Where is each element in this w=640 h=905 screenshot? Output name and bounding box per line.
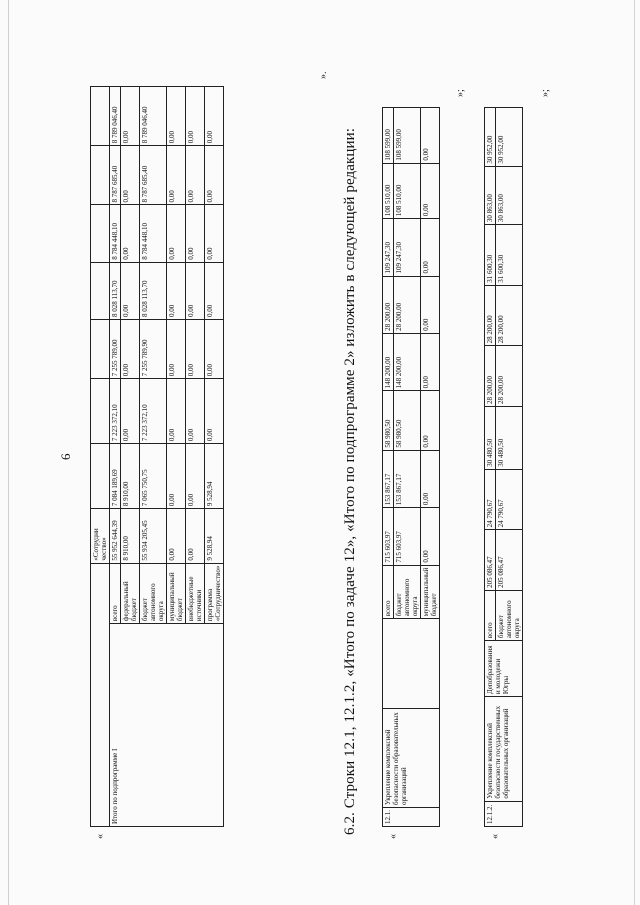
measure-name: Укрепление комплексной безопасности государственных образовательных организаций: [485, 697, 523, 802]
table-row: муниципальный бюджет 0,00 0,00 0,00 0,00 0,00 0,00 0,00 0,00: [421, 108, 440, 827]
measure-name: Укрепление комплексной безопасности образовательных организаций: [383, 709, 440, 808]
employees-header: «Сотрудни чество»: [91, 509, 110, 564]
table-row: Итого по подпрограмме I всего 55 952 644,39 7 084 189,69 7 223 372,10 7 255 789,00 8 028 113,70 8 784 448,10 8 787 685,40 8 789 046,40: [110, 87, 121, 827]
close-quote: »;: [455, 89, 466, 97]
open-quote: «: [388, 834, 399, 839]
subprogram-total-table: [90, 86, 224, 827]
page-number: 6: [58, 453, 73, 460]
table-row: [91, 87, 110, 827]
table-row: программа «Сотрудничество» 9 528,94 9 528,94 0,00 0,00 0,00 0,00 0,00 0,00: [205, 87, 224, 827]
close-quote: ».: [318, 71, 329, 79]
table-row: 12.1. Укрепление комплексной безопасности образовательных организаций всего 715 603,97 153 867,17 58 980,50 148 200,00 28 200,00 109 247,30 108 510,00 108 599,00: [383, 108, 394, 827]
row-12-1-table: [382, 107, 440, 827]
table-row: федеральный бюджет 8 910,00 8 910,00 0,00 0,00 0,00 0,00 0,00 0,00: [121, 87, 140, 827]
row-number: 12.1.2.: [485, 801, 523, 826]
open-quote: «: [490, 834, 501, 839]
table-row: 12.1.2. Укрепление комплексной безопасности государственных образовательных организаций Депобразования и молодежи Югры всего 205 086,47 24 790,67 30 480,50 28 200,00 28 200,00 31 600,30 30 863,00 30 952,00: [485, 108, 496, 827]
close-quote: »;: [540, 89, 551, 97]
executor: [383, 619, 440, 709]
table-row: муниципальный бюджет 0,00 0,00 0,00 0,00 0,00 0,00 0,00 0,00: [167, 87, 186, 827]
executor: Депобразования и молодежи Югры: [485, 641, 523, 697]
amendment-heading: 6.2. Строки 12.1, 12.1.2, «Итого по задаче 12», «Итого по подпрограмме 2» изложить в следующей редакции:: [342, 127, 358, 835]
row-number: 12.1.: [383, 808, 440, 827]
section-label: Итого по подпрограмме I: [110, 624, 224, 827]
open-quote: «: [95, 834, 106, 839]
table-row: бюджет автономного округа 55 934 205,45 7 065 750,75 7 223 372,10 7 255 789,90 8 028 113,70 8 784 448,10 8 787 685,40 8 789 046,40: [140, 87, 167, 827]
table-row: бюджет автономного округа 715 603,97 153 867,17 58 980,50 148 200,00 28 200,00 109 247,30 108 510,00 108 599,00: [394, 108, 421, 827]
table-row: бюджет автономного округа 205 086,47 24 790,67 30 480,50 28 200,00 28 200,00 31 600,30 30 863,00 30 952,00: [496, 108, 523, 827]
table-row: внебюджетные источники 0,00 0,00 0,00 0,00 0,00 0,00 0,00 0,00: [186, 87, 205, 827]
row-12-1-2-table: [484, 107, 523, 827]
